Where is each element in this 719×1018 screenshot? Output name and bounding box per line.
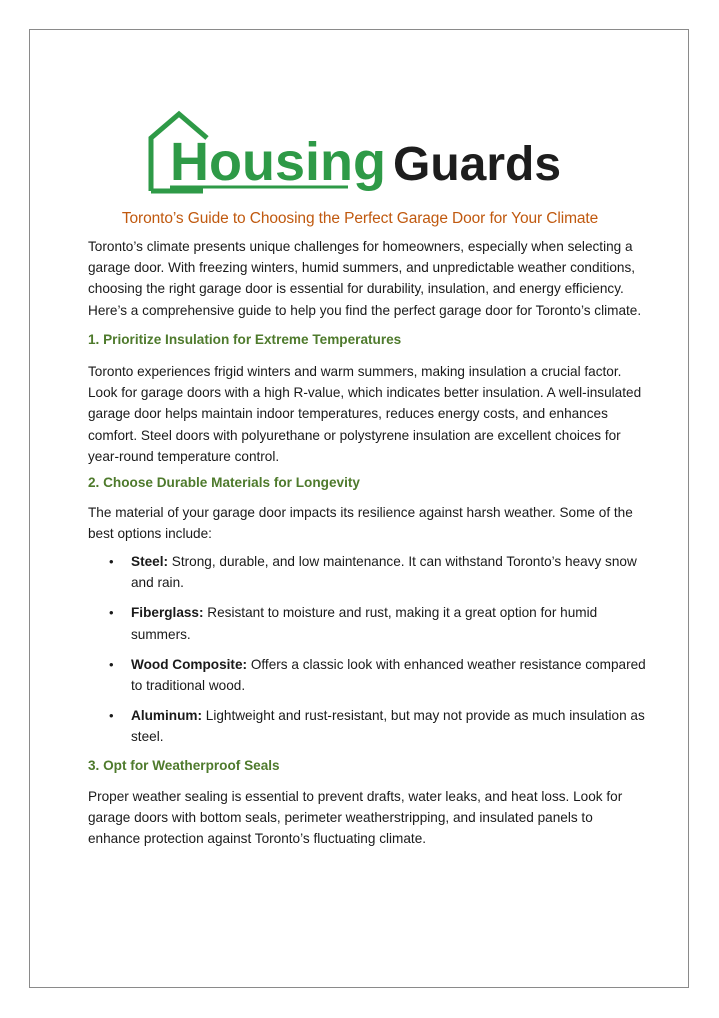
article-title: Toronto’s Guide to Choosing the Perfect Garage Door for Your Climate [121,210,599,227]
house-outline-icon [148,108,578,208]
list-item [88,602,648,644]
section-1-heading: 1. Prioritize Insulation for Extreme Temperatures [88,332,402,347]
list-item-desc: Strong, durable, and low maintenance. It can withstand Toronto’s heavy snow and rain. [131,554,637,591]
section-3-paragraph: Proper weather sealing is essential to prevent drafts, water leaks, and heat loss. Look for garage doors with bottom seals, perimeter weatherstripping, and insulated panels to enhance protection against Toronto’s fluctuating climate. [88,789,623,847]
list-item-term: Aluminum: [131,708,202,724]
housing-guards-logo [148,108,578,208]
bullet-icon: • [109,605,114,621]
logo-word-guards: Guards [393,138,562,191]
section-3-heading: 3. Opt for Weatherproof Seals [88,758,280,773]
section-2-heading: 2. Choose Durable Materials for Longevity [88,475,360,490]
bullet-icon: • [109,656,114,672]
section-2-paragraph: The material of your garage door impacts its resilience against harsh weather. Some of the best options include: [88,505,633,542]
list-item-desc: Lightweight and rust-resistant, but may not provide as much insulation as steel. [131,708,645,745]
list-item-term: Steel: [131,554,169,569]
list-item-term: Fiberglass: [131,605,204,621]
list-item [88,551,648,593]
bullet-icon: • [109,708,114,724]
list-item [88,654,648,696]
list-item-desc: Offers a classic look with enhanced weather resistance compared to traditional wood. [131,656,646,694]
intro-paragraph: Toronto’s climate presents unique challenges for homeowners, especially when selecting a garage door. With freezing winters, humid summers, and unpredictable weather conditions, choosing the right garage door is essential for durability, insulation, and energy efficiency. Here’s a comprehensive guide to help you find the perfect garage door for Toronto’s climate. [88,239,642,318]
materials-list [88,551,648,757]
logo-word-housing: Housing [170,132,386,192]
bullet-icon: • [109,554,114,569]
list-item-desc: Resistant to moisture and rust, making it a great option for humid summers. [131,605,598,642]
section-1-paragraph: Toronto experiences frigid winters and warm summers, making insulation a crucial factor. Look for garage doors with a high R-value, which indicates better insulation. A well-insulated garage door helps maintain indoor temperatures, reduces energy costs, and enhances comfort. Steel doors with polyurethane or polystyrene insulation are excellent choices for year-round temperature control. [88,364,642,464]
list-item-term: Wood Composite: [131,656,248,672]
list-item [88,705,648,747]
document-page [29,29,689,988]
